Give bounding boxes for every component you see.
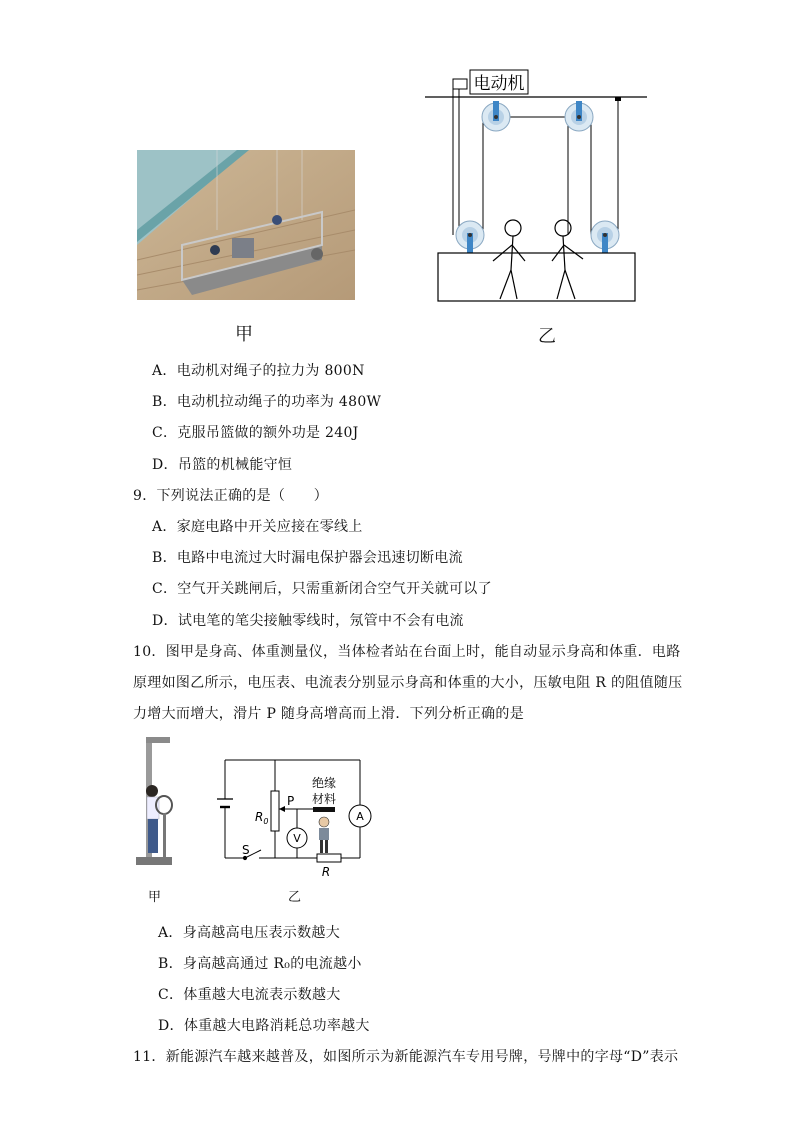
circuit-insulation-line2: 材料 — [311, 792, 337, 806]
q8-option-d: D．吊篮的机械能守恒 — [152, 457, 293, 473]
q11-stem: 11．新能源汽车越来越普及，如图所示为新能源汽车专用号牌，号牌中的字母“D”表示 — [133, 1049, 679, 1065]
q8-option-b: B．电动机拉动绳子的功率为 480W — [152, 394, 382, 410]
q10-stem-line-1: 10．图甲是身高、体重测量仪，当体检者站在台面上时，能自动显示身高和体重．电路 — [133, 644, 681, 660]
q9-stem: 9．下列说法正确的是（ ） — [133, 488, 329, 504]
circuit-r0-label: R — [255, 810, 264, 824]
circuit-insulation-line1: 绝缘 — [311, 776, 337, 790]
ammeter-label: A — [356, 810, 364, 823]
voltmeter-label: V — [293, 832, 301, 845]
circuit-switch-label: S — [242, 843, 250, 857]
circuit-r0-sub: 0 — [263, 817, 269, 826]
q10-option-a: A．身高越高电压表示数越大 — [158, 925, 341, 941]
q9-option-d: D．试电笔的笔尖接触零线时，氖管中不会有电流 — [152, 613, 464, 629]
q9-option-b: B．电路中电流过大时漏电保护器会迅速切断电流 — [152, 550, 463, 566]
pulley-diagram — [425, 65, 650, 305]
svg-text:R0 — [255, 810, 268, 826]
q8-option-c: C．克服吊篮做的额外功是 240J — [152, 425, 359, 441]
q10-stem-line-2: 原理如图乙所示，电压表、电流表分别显示身高和体重的大小，压敏电阻 R 的阻值随压 — [133, 675, 683, 691]
circuit-slider-label: P — [287, 794, 295, 808]
q8-option-a: A．电动机对绳子的拉力为 800N — [152, 363, 365, 379]
q10-stem-line-3: 力增大而增大，滑片 P 随身高增高而上滑．下列分析正确的是 — [133, 706, 525, 722]
q10-caption-left: 甲 — [148, 890, 162, 905]
q10-caption-right: 乙 — [288, 890, 302, 905]
circuit-diagram — [205, 755, 380, 880]
q10-option-c: C．体重越大电流表示数越大 — [158, 987, 341, 1003]
circuit-r-label: R — [321, 865, 331, 879]
q9-option-c: C．空气开关跳闸后，只需重新闭合空气开关就可以了 — [152, 581, 492, 597]
gondola-photo — [137, 150, 355, 300]
diagram-caption: 乙 — [538, 326, 556, 347]
photo-caption: 甲 — [235, 324, 253, 345]
q9-option-a: A．家庭电路中开关应接在零线上 — [152, 519, 363, 535]
motor-label: 电动机 — [473, 74, 525, 94]
height-scale-photo — [130, 735, 180, 870]
q10-option-b: B．身高越高通过 R₀的电流越小 — [158, 956, 362, 972]
q10-option-d: D．体重越大电路消耗总功率越大 — [158, 1018, 370, 1034]
